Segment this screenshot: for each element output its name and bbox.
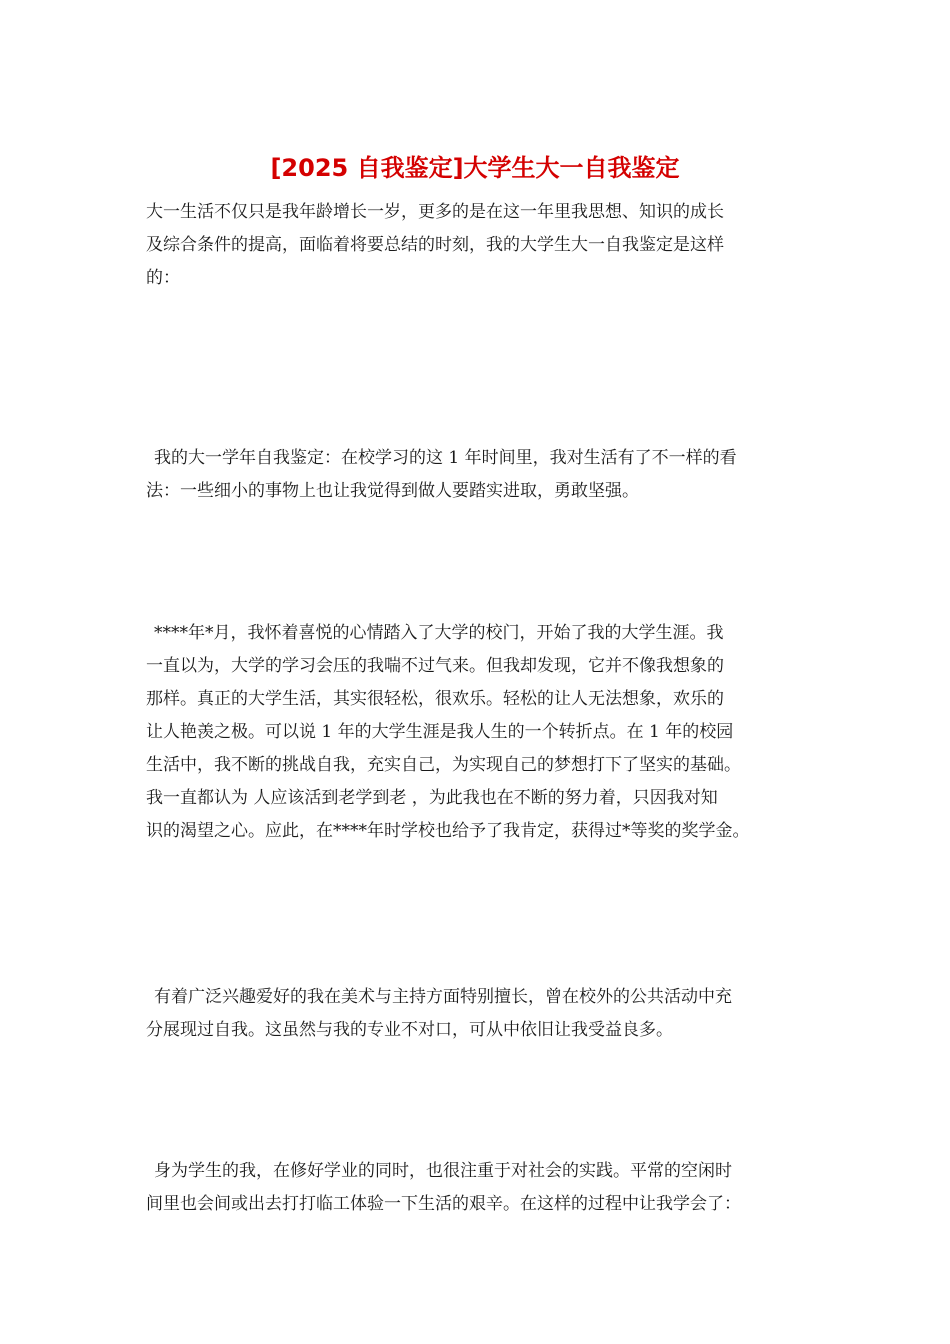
paragraph-hobbies — [146, 981, 826, 1047]
paragraph-line: 我一直都认为 人应该活到老学到老 ，为此我也在不断的努力着，只因我对知 — [146, 788, 718, 808]
paragraph-line: ****年*月，我怀着喜悦的心情踏入了大学的校门，开始了我的大学生涯。我 — [154, 623, 724, 643]
paragraph-line: 识的渴望之心。应此，在****年时学校也给予了我肯定，获得过*等奖的奖学金。 — [146, 821, 750, 841]
paragraph-line: 我的大一学年自我鉴定：在校学习的这 1 年时间里，我对生活有了不一样的看 — [154, 448, 737, 468]
paragraph-line: 有着广泛兴趣爱好的我在美术与主持方面特别擅长，曾在校外的公共活动中充 — [154, 987, 732, 1007]
paragraph-line: 身为学生的我，在修好学业的同时，也很注重于对社会的实践。平常的空闲时 — [154, 1161, 732, 1181]
paragraph-line: 及综合条件的提高，面临着将要总结的时刻，我的大学生大一自我鉴定是这样 — [146, 235, 724, 255]
paragraph-line: 让人艳羡之极。可以说 1 年的大学生涯是我人生的一个转折点。在 1 年的校园 — [146, 722, 734, 742]
paragraph-line: 大一生活不仅只是我年龄增长一岁，更多的是在这一年里我思想、知识的成长 — [146, 202, 724, 222]
paragraph-line: 那样。真正的大学生活，其实很轻松，很欢乐。轻松的让人无法想象，欢乐的 — [146, 689, 724, 709]
paragraph-study — [146, 617, 826, 848]
paragraph-intro — [146, 196, 826, 295]
paragraph-line: 间里也会间或出去打打临工体验一下生活的艰辛。在这样的过程中让我学会了： — [146, 1194, 741, 1214]
paragraph-line: 的： — [146, 268, 180, 288]
paragraph-practice — [146, 1155, 826, 1221]
paragraph-line: 生活中，我不断的挑战自我，充实自己，为实现自己的梦想打下了坚实的基础。 — [146, 755, 741, 775]
document-title: [2025 自我鉴定]大学生大一自我鉴定 — [270, 154, 680, 182]
paragraph-summary — [146, 442, 826, 508]
paragraph-line: 一直以为，大学的学习会压的我喘不过气来。但我却发现，它并不像我想象的 — [146, 656, 724, 676]
paragraph-line: 法：一些细小的事物上也让我觉得到做人要踏实进取，勇敢坚强。 — [146, 481, 639, 501]
paragraph-line: 分展现过自我。这虽然与我的专业不对口，可从中依旧让我受益良多。 — [146, 1020, 673, 1040]
